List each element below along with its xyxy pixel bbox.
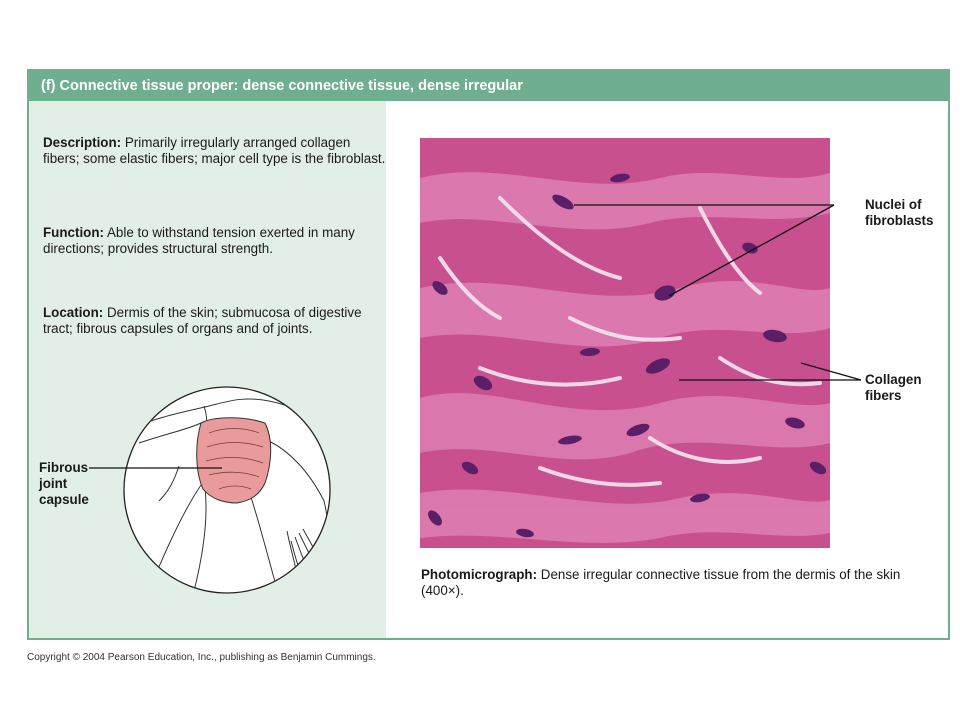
- micrograph-leader-lines: [29, 71, 952, 642]
- collagen-label-line1: Collagen: [865, 372, 922, 387]
- function-text: Able to withstand tension exerted in many directions; provides structural strength.: [43, 225, 355, 256]
- copyright-notice: Copyright © 2004 Pearson Education, Inc., publishing as Benjamin Cummings.: [27, 652, 376, 663]
- caption-label: Photomicrograph:: [421, 567, 538, 582]
- nuclei-label-line1: Nuclei of: [865, 197, 922, 212]
- location-text: Dermis of the skin; submucosa of digestive tract; fibrous capsules of organs and of joints.: [43, 305, 362, 336]
- photomicrograph-caption: [421, 567, 921, 599]
- collagen-label: [865, 372, 922, 404]
- collagen-leader-line-2: [801, 363, 861, 380]
- description-label: Description:: [43, 135, 122, 150]
- nuclei-leader-line-2: [669, 205, 834, 296]
- caption-text: Dense irregular connective tissue from the dermis of the skin (400×).: [421, 567, 901, 598]
- location-label: Location:: [43, 305, 104, 320]
- joint-label-line3: capsule: [39, 492, 89, 507]
- figure-panel: [27, 69, 950, 640]
- nuclei-label-line2: fibroblasts: [865, 213, 934, 228]
- figure-title: (f) Connective tissue proper: dense connective tissue, dense irregular: [29, 71, 948, 101]
- joint-label-line1: Fibrous: [39, 460, 89, 475]
- joint-label-line2: joint: [39, 476, 68, 491]
- function-label: Function:: [43, 225, 104, 240]
- description-text: Primarily irregularly arranged collagen fibers; some elastic fibers; major cell type is the fibroblast.: [43, 135, 386, 166]
- nuclei-label: [865, 197, 933, 229]
- collagen-label-line2: fibers: [865, 388, 902, 403]
